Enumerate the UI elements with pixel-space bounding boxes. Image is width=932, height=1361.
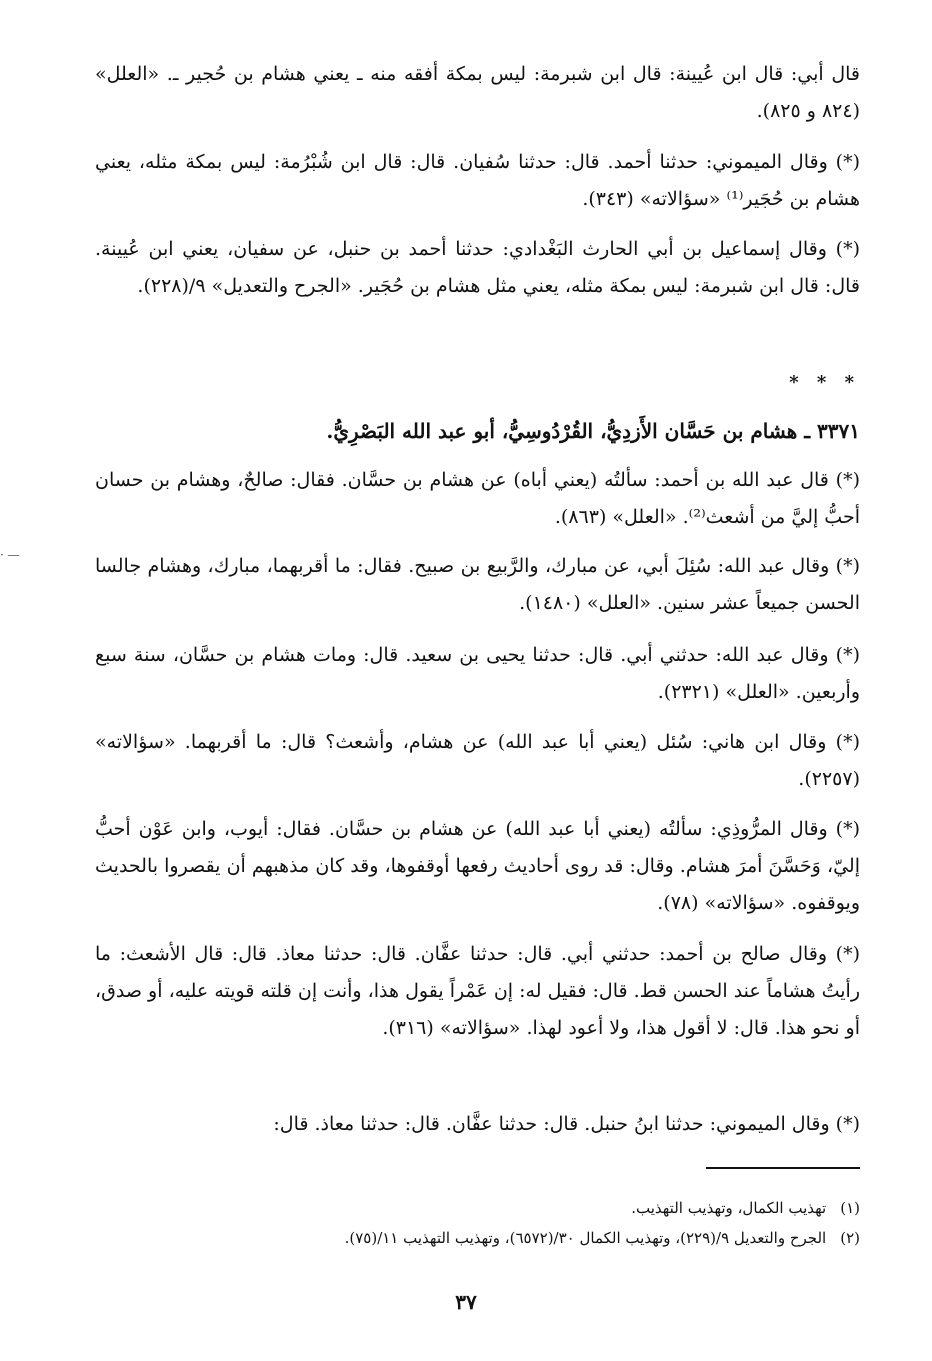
footnote-number: (١) (840, 1199, 860, 1217)
entry-paragraph: (*) وقال ابن هاني: سُئل (يعني أبا عبد الله) عن هشام، وأشعث؟ قال: ما أقربهما. «سؤالاته» (٢٢٥٧). (95, 731, 860, 790)
page-number: ٣٧ (455, 1290, 477, 1314)
paragraph: (*) وقال إسماعيل بن أبي الحارث البَغْدادي: حدثنا أحمد بن حنبل، عن سفيان، يعني ابن عُيينة. قال: قال ابن شبرمة: ليس بمكة مثله، يعني مثل هشام بن حُجَير. «الجرح والتعديل» ٩/(٢٢٨). (95, 238, 860, 297)
footnote-text: تهذيب الكمال، وتهذيب التهذيب. (631, 1199, 827, 1217)
entry-paragraph: (*) وقال عبد الله: حدثني أبي. قال: حدثنا يحيى بن سعيد. قال: ومات هشام بن حسَّان، سنة سبع وأربعين. «العلل» (٢٣٢١). (95, 644, 860, 703)
section-separator: * * * (789, 372, 860, 393)
footnote-rule (706, 1167, 860, 1169)
footnote-text: الجرح والتعديل ٩/(٢٢٩)، وتهذيب الكمال ٣٠/(٦٥٧٢)، وتهذيب التهذيب ١١/(٧٥). (344, 1229, 827, 1247)
entry-heading: ٣٣٧١ ـ هشام بن حَسَّان الأَزدِيُّ، القُرْدُوسِيُّ، أبو عبد الله البَصْرِيُّ. (326, 419, 860, 443)
margin-mark: · — (0, 548, 20, 562)
entry-paragraph: (*) وقال صالح بن أحمد: حدثني أبي. قال: حدثنا عفَّان. قال: حدثنا معاذ. قال: قال الأشعث: ما رأيتُ هشاماً عند الحسن قط. قال: فقيل له: إن عَمْراً يقول هذا، وأنت إن قلته قويته عليه، أو صدق، أو نحو هذا. قال: لا أقول هذا، ولا أعود لهذا. «سؤالاته» (٣١٦). (95, 943, 860, 1039)
entry-paragraph: (*) وقال الميموني: حدثنا ابنُ حنبل. قال: حدثنا عفَّان. قال: حدثنا معاذ. قال: (273, 1113, 860, 1135)
main-text (95, 0, 860, 1160)
paragraph: (*) وقال الميموني: حدثنا أحمد. قال: حدثنا سُفيان. قال: قال ابن شُبْرُمة: ليس بمكة مثله، يعني هشام بن حُجَير⁽¹⁾ «سؤالاته» (٣٤٣). (95, 151, 860, 210)
entry-paragraph: (*) وقال عبد الله: سُئِلَ أبي، عن مبارك، والرَّبيع بن صبيح. فقال: ما أقربهما، مبارك، وهشام جالسا الحسن جميعاً عشر سنين. «العلل» (١٤٨٠). (95, 555, 860, 614)
paragraph: قال أبي: قال ابن عُيينة: قال ابن شبرمة: ليس بمكة أفقه منه ـ يعني هشام بن حُجير ـ. «العلل» (٨٢٤ و ٨٢٥). (95, 63, 860, 122)
entry-paragraph: (*) وقال المرُّوذِي: سألتُه (يعني أبا عبد الله) عن هشام بن حسَّان. فقال: أيوب، وابن عَوْن أحبُّ إليّ، وَحَسَّنَ أمرَ هشام. وقال: قد روى أحاديث رفعها أوقفوها، وقد كان مذهبهم أن يقصروا بالحديث ويوقفوه. «سؤالاته» (٧٨). (95, 818, 860, 914)
footnote (95, 1194, 860, 1222)
footnote-number: (٢) (840, 1229, 860, 1247)
entry-paragraph: (*) قال عبد الله بن أحمد: سألتُه (يعني أباه) عن هشام بن حسَّان. فقال: صالحٌ، وهشام بن حسان أحبُّ إليَّ من أشعث⁽²⁾. «العلل» (٨٦٣). (95, 469, 860, 528)
footnote (95, 1224, 860, 1252)
